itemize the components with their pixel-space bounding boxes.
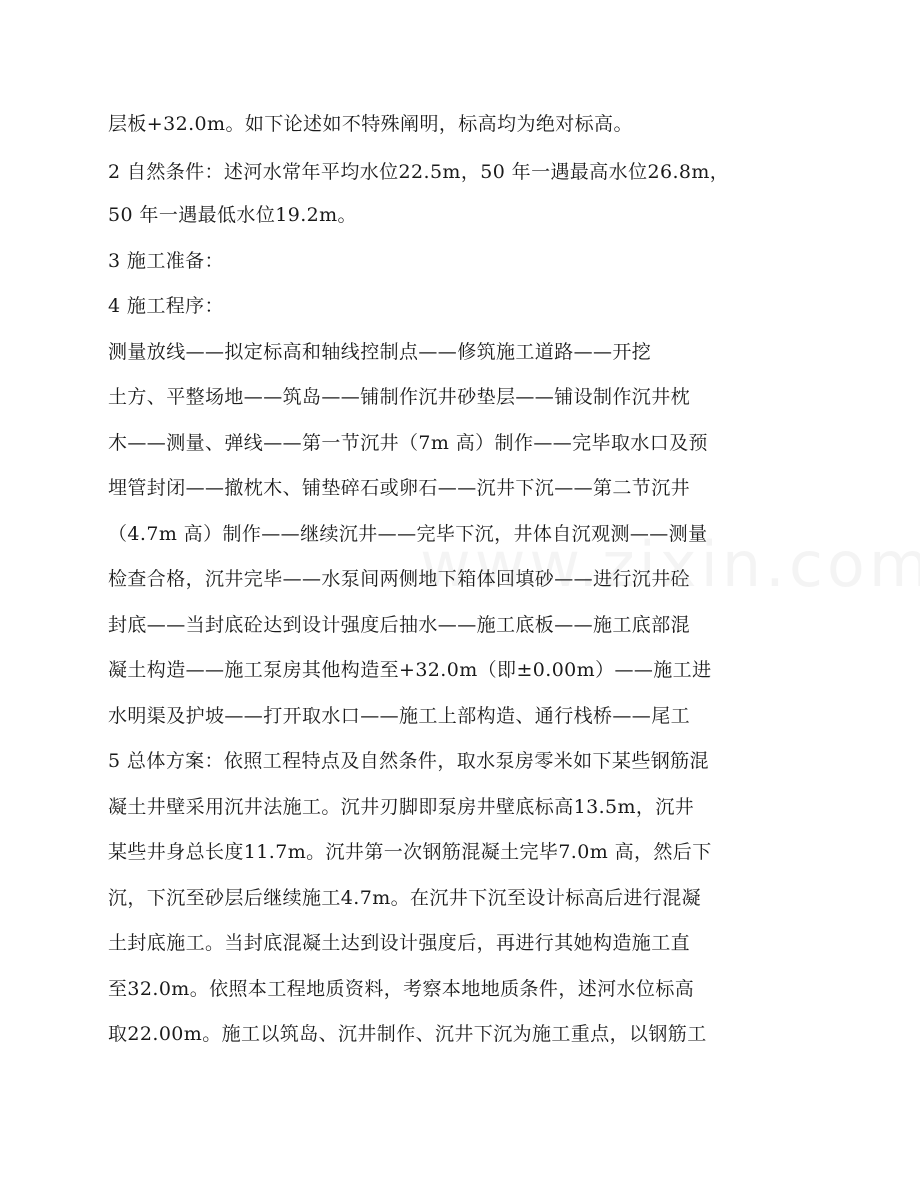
- text-line: 50 年一遇最低水位19.2m。: [108, 204, 357, 226]
- text-line: 封底——当封底砼达到设计强度后抽水——施工底板——施工底部混: [108, 614, 691, 636]
- text-line: 埋管封闭——撤枕木、铺垫碎石或卵石——沉井下沉——第二节沉井: [108, 477, 691, 499]
- text-line: 取22.00m。施工以筑岛、沉井制作、沉井下沉为施工重点，以钢筋工: [108, 1023, 707, 1045]
- text-line: （4.7m 高）制作——继续沉井——完毕下沉，井体自沉观测——测量: [108, 523, 708, 545]
- text-line: 5 总体方案：依照工程特点及自然条件，取水泵房零米如下某些钢筋混: [108, 750, 709, 772]
- text-line: 土方、平整场地——筑岛——铺制作沉井砂垫层——铺设制作沉井枕: [108, 386, 691, 408]
- text-line: 4 施工程序：: [108, 295, 224, 317]
- text-line: 凝土构造——施工泵房其他构造至+32.0m（即±0.00m）——施工进: [108, 659, 712, 681]
- text-line: 木——测量、弹线——第一节沉井（7m 高）制作——完毕取水口及预: [108, 432, 708, 454]
- text-line: 某些井身总长度11.7m。沉井第一次钢筋混凝土完毕7.0m 高，然后下: [108, 841, 712, 863]
- text-line: 测量放线——拟定标高和轴线控制点——修筑施工道路——开挖: [108, 341, 652, 363]
- text-line: 层板+32.0m。如下论述如不特殊阐明，标高均为绝对标高。: [108, 113, 633, 135]
- text-line: 2 自然条件：述河水常年平均水位22.5m，50 年一遇最高水位26.8m，: [108, 161, 730, 183]
- text-line: 检查合格，沉井完毕——水泵间两侧地下箱体回填砂——进行沉井砼: [108, 568, 691, 590]
- text-line: 凝土井壁采用沉井法施工。沉井刃脚即泵房井壁底标高13.5m，沉井: [108, 796, 695, 818]
- text-line: 水明渠及护坡——打开取水口——施工上部构造、通行栈桥——尾工: [108, 705, 691, 727]
- text-line: 沉，下沉至砂层后继续施工4.7m。在沉井下沉至设计标高后进行混凝: [108, 887, 702, 909]
- text-line: 至32.0m。依照本工程地质资料，考察本地地质条件，述河水位标高: [108, 978, 695, 1000]
- text-line: 3 施工准备：: [108, 250, 224, 272]
- text-line: 土封底施工。当封底混凝土达到设计强度后，再进行其她构造施工直: [108, 932, 691, 954]
